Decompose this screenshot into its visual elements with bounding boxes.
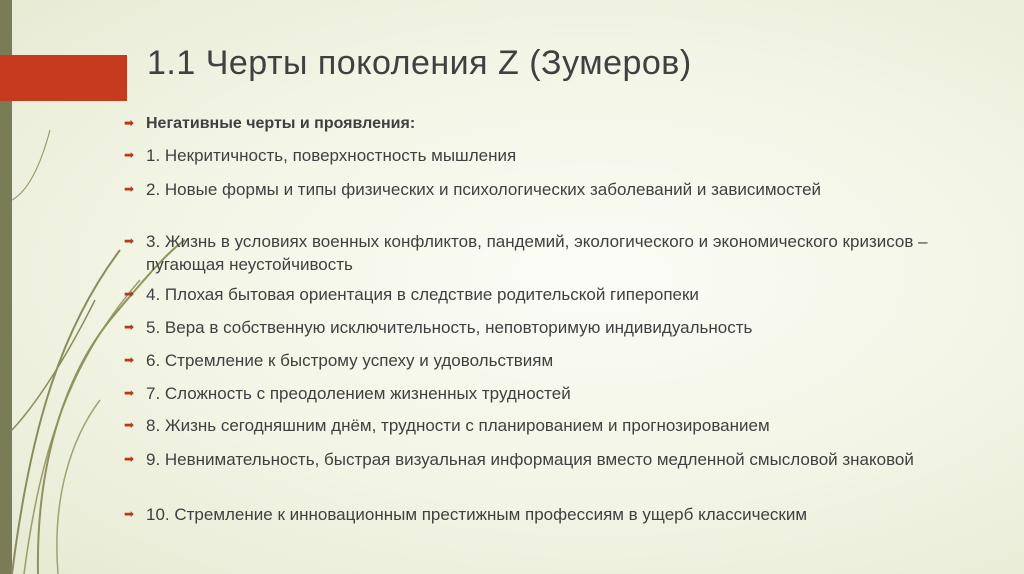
arrow-bullet-icon: ➡ (124, 182, 135, 196)
list-item (124, 283, 976, 306)
list-item-text: 7. Сложность с преодолением жизненных трудностей (146, 384, 571, 403)
list-item-text: 3. Жизнь в условиях военных конфликтов, пандемий, экологического и экономического кризисов – пугающая неустойчивость (146, 232, 928, 274)
arrow-bullet-icon: ➡ (124, 234, 135, 248)
list-item (124, 448, 976, 471)
list-item (124, 503, 976, 526)
list-item (124, 230, 976, 276)
list-item-text: 10. Стремление к инновационным престижным профессиям в ущерб классическим (146, 505, 808, 524)
arrow-bullet-icon: ➡ (124, 148, 135, 162)
list-item-text: 1. Некритичность, поверхностность мышления (146, 146, 517, 165)
list-item (124, 178, 976, 201)
title-accent-bar (0, 55, 127, 101)
list-item (124, 349, 976, 372)
list-item-text: Негативные черты и проявления: (146, 115, 416, 132)
list-item (124, 112, 976, 135)
arrow-bullet-icon: ➡ (124, 353, 135, 367)
list-item (124, 144, 976, 167)
list-item (124, 316, 976, 339)
list-item-text: 8. Жизнь сегодняшним днём, трудности с планированием и прогнозированием (146, 416, 770, 435)
arrow-bullet-icon: ➡ (124, 386, 135, 400)
list-item-text: 6. Стремление к быстрому успеху и удовольствиям (146, 351, 554, 370)
list-item (124, 414, 976, 437)
slide-title: 1.1 Черты поколения Z (Зумеров) (147, 44, 692, 82)
list-item (124, 382, 976, 405)
arrow-bullet-icon: ➡ (124, 418, 135, 432)
list-item-text: 4. Плохая бытовая ориентация в следствие родительской гиперопеки (146, 285, 699, 304)
list-item-text: 2. Новые формы и типы физических и психологических заболеваний и зависимостей (146, 180, 822, 199)
arrow-bullet-icon: ➡ (124, 507, 135, 521)
list-item-text: 9. Невнимательность, быстрая визуальная информация вместо медленной смысловой знаковой (146, 450, 914, 469)
arrow-bullet-icon: ➡ (124, 320, 135, 334)
list-item-text: 5. Вера в собственную исключительность, неповторимую индивидуальность (146, 318, 753, 337)
arrow-bullet-icon: ➡ (124, 116, 135, 130)
arrow-bullet-icon: ➡ (124, 452, 135, 466)
arrow-bullet-icon: ➡ (124, 287, 135, 301)
